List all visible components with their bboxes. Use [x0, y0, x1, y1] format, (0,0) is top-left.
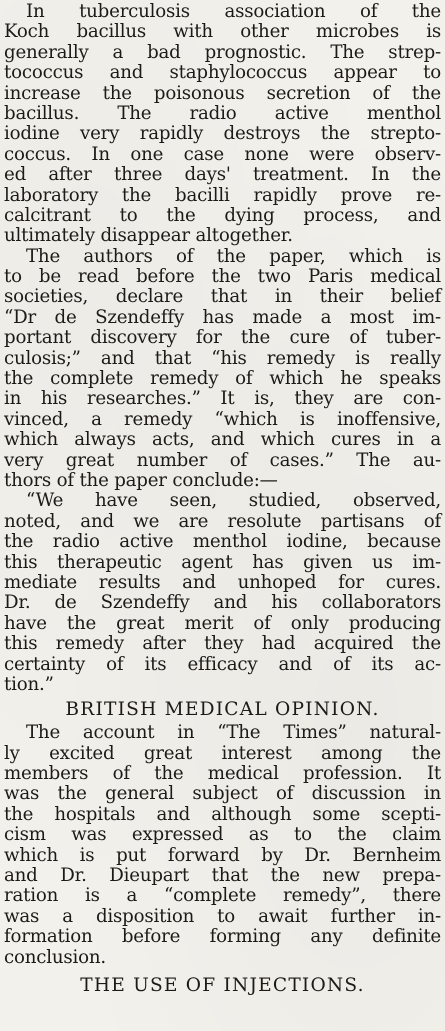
- text-line: thors of the paper conclude:—: [4, 469, 278, 491]
- text-line: tococcus and staphylococcus appear to: [4, 62, 441, 84]
- text-line: calcitrant to the dying process, and: [4, 204, 441, 226]
- text-line: coccus. In one case none were observ-: [4, 143, 441, 165]
- text-line: which always acts, and which cures in a: [4, 429, 441, 451]
- text-line: ly excited great interest among the: [4, 742, 441, 764]
- text-line: “We have seen, studied, observed,: [26, 490, 441, 512]
- text-line: which is put forward by Dr. Bernheim: [4, 844, 441, 866]
- text-line: increase the poisonous secretion of the: [4, 82, 441, 104]
- section-heading-british-medical-opinion: BRITISH MEDICAL OPINION.: [65, 699, 380, 721]
- text-line: iodine very rapidly destroys the strepto-: [4, 123, 441, 145]
- text-line: cism was expressed as to the claim: [4, 824, 441, 846]
- text-line: mediate results and unhoped for cures.: [4, 571, 441, 593]
- text-line: in his researches.” It is, they are con-: [4, 388, 441, 410]
- text-line: societies, declare that in their belief: [4, 286, 441, 308]
- text-line: this remedy after they had acquired the: [4, 633, 441, 655]
- text-line: Koch bacillus with other microbes is: [4, 21, 441, 43]
- text-line: The authors of the paper, which is: [26, 245, 441, 267]
- text-line: culosis;” and that “his remedy is really: [4, 347, 441, 369]
- text-line: formation before forming any definite: [4, 926, 441, 948]
- text-line: ultimately disappear altogether.: [4, 225, 293, 247]
- text-line: very great number of cases.” The au-: [4, 449, 441, 471]
- paragraph-authors: [4, 247, 441, 492]
- text-line: was a disposition to await further in-: [4, 905, 441, 927]
- text-line: portant discovery for the cure of tuber-: [4, 327, 441, 349]
- text-line: this therapeutic agent has given us im-: [4, 551, 441, 573]
- text-line: bacillus. The radio active menthol: [4, 102, 441, 124]
- text-line: Dr. de Szendeffy and his collaborators: [4, 592, 441, 614]
- text-line: ration is a “complete remedy”, there: [4, 885, 441, 907]
- paragraph-bacillus: [4, 2, 441, 247]
- text-line: In tuberculosis association of the: [26, 1, 441, 22]
- text-line: certainty of its efficacy and of its ac-: [4, 653, 441, 675]
- text-line: the radio active menthol iodine, because: [4, 531, 441, 553]
- text-line: conclusion.: [4, 946, 106, 968]
- paragraph-medical-opinion: [4, 723, 441, 968]
- text-line: have the great merit of only producing: [4, 612, 441, 634]
- text-line: The account in “The Times” natural-: [26, 722, 441, 744]
- text-line: was the general subject of discussion in: [4, 783, 441, 805]
- text-line: ed after three days' treatment. In the: [4, 164, 441, 186]
- text-line: the complete remedy of which he speaks: [4, 368, 441, 390]
- text-line: laboratory the bacilli rapidly prove re-: [4, 184, 441, 206]
- text-line: generally a bad prognostic. The strep-: [4, 41, 441, 63]
- text-line: to be read before the two Paris medical: [4, 266, 441, 288]
- section-heading-use-of-injections: THE USE OF INJECTIONS.: [80, 974, 365, 996]
- text-line: “Dr de Szendeffy has made a most im-: [4, 306, 441, 328]
- text-line: noted, and we are resolute partisans of: [4, 510, 441, 532]
- text-line: and Dr. Dieupart that the new prepa-: [4, 865, 441, 887]
- paragraph-quote: [4, 491, 441, 695]
- text-line: tion.”: [4, 673, 54, 695]
- text-line: members of the medical profession. It: [4, 763, 441, 785]
- text-line: the hospitals and although some scepti-: [4, 803, 441, 825]
- text-line: vinced, a remedy “which is inoffensive,: [4, 408, 441, 430]
